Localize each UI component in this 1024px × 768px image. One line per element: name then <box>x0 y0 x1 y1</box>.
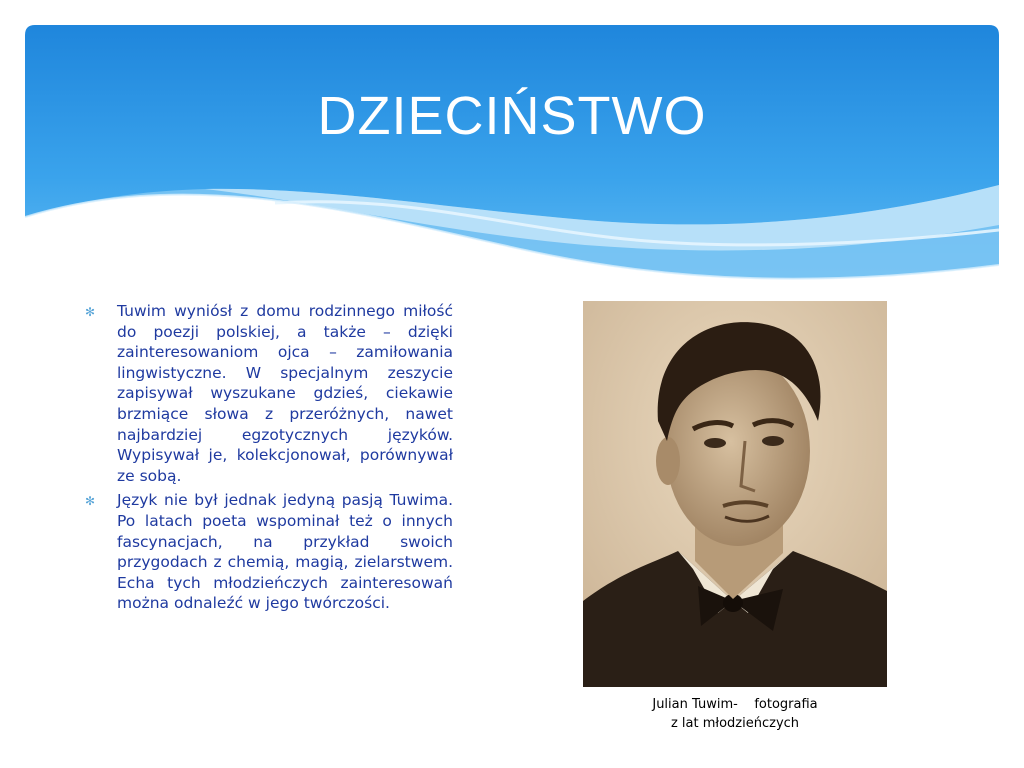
slide-title: DZIECIŃSTWO <box>317 86 707 146</box>
caption-line-1: Julian Tuwim- fotografia <box>652 697 818 712</box>
bullet-text: Tuwim wyniósł z domu rodzinnego miłość do poezji polskiej, a także – dzięki zainteresowaniom ojca – zamiłowania lingwistyczne. W specjalnym zeszycie zapisywał wyszukane gdzieś, ciekawie brzmiące słowa z przeróżnych, nawet najbardziej egzotycznych języków. Wypisywał je, kolekcjonował, porównywał ze sobą. <box>117 302 453 485</box>
portrait-image <box>583 301 887 687</box>
header-wave-background <box>25 25 999 285</box>
photo-caption <box>600 695 870 733</box>
slide-header <box>25 25 999 285</box>
bullet-item <box>85 301 453 486</box>
asterisk-icon: ✻ <box>85 494 96 509</box>
bullet-item <box>85 490 453 614</box>
bullet-list <box>85 301 453 618</box>
asterisk-icon: ✻ <box>85 305 96 319</box>
bullet-text: Język nie był jednak jedyną pasją Tuwima. Po latach poeta wspominał też o innych fascynacjach, na przykład swoich przygodach z chemią, magią, zielarstwem. Echa tych młodzieńczych zainteresowań można odnaleźć w jego twórczości. <box>117 491 453 613</box>
portrait-photo <box>583 301 887 687</box>
caption-line-2: z lat młodzieńczych <box>670 716 800 731</box>
